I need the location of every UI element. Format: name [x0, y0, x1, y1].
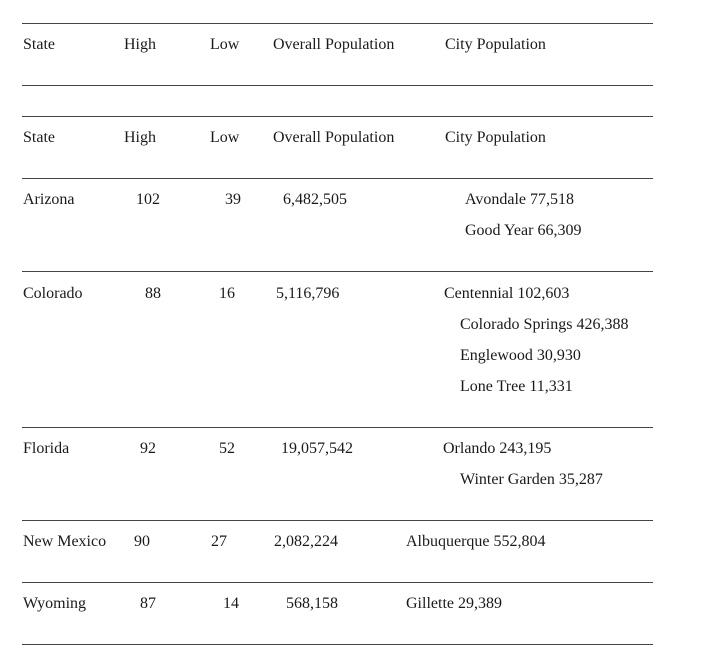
city-population-cell: Gillette 29,389	[406, 595, 502, 612]
header-overall-population: Overall Population	[273, 129, 395, 146]
state-cell: Arizona	[23, 191, 75, 208]
table-rule-top	[22, 23, 653, 24]
table-rule	[22, 116, 653, 117]
city-population-cell: Centennial 102,603	[444, 285, 570, 302]
header-city-population: City Population	[445, 36, 546, 53]
overall-population-cell: 2,082,224	[274, 533, 338, 550]
high-cell: 90	[134, 533, 150, 550]
high-cell: 92	[140, 440, 156, 457]
header-low: Low	[210, 36, 240, 53]
header-overall-population: Overall Population	[273, 36, 395, 53]
low-cell: 52	[219, 440, 235, 457]
overall-population-cell: 19,057,542	[281, 440, 353, 457]
high-cell: 88	[145, 285, 161, 302]
header-city-population: City Population	[445, 129, 546, 146]
overall-population-cell: 568,158	[286, 595, 338, 612]
high-cell: 87	[140, 595, 156, 612]
city-population-cell: Colorado Springs 426,388	[460, 316, 629, 333]
state-cell: New Mexico	[23, 533, 107, 550]
city-population-cell: Winter Garden 35,287	[460, 471, 603, 488]
city-population-cell: Orlando 243,195	[443, 440, 552, 457]
table-rule	[22, 85, 653, 86]
low-cell: 16	[219, 285, 235, 302]
table-rule	[22, 178, 653, 179]
table-rule	[22, 271, 653, 272]
overall-population-cell: 6,482,505	[283, 191, 347, 208]
header-low: Low	[210, 129, 240, 146]
state-cell: Wyoming	[23, 595, 87, 612]
state-cell: Florida	[23, 440, 70, 457]
city-population-cell: Lone Tree 11,331	[460, 378, 573, 395]
state-cell: Colorado	[23, 285, 83, 302]
table-rule	[22, 582, 653, 583]
table-rule-bottom	[22, 644, 653, 645]
city-population-cell: Englewood 30,930	[460, 347, 581, 364]
city-population-cell: Good Year 66,309	[465, 222, 582, 239]
city-population-cell: Avondale 77,518	[465, 191, 575, 208]
overall-population-cell: 5,116,796	[276, 285, 340, 302]
table-rule	[22, 520, 653, 521]
header-state: State	[23, 36, 55, 53]
table-rule	[22, 427, 653, 428]
header-high: High	[124, 129, 156, 146]
low-cell: 27	[211, 533, 227, 550]
header-high: High	[124, 36, 156, 53]
city-population-cell: Albuquerque 552,804	[406, 533, 546, 550]
high-cell: 102	[136, 191, 160, 208]
low-cell: 39	[225, 191, 241, 208]
header-state: State	[23, 129, 55, 146]
low-cell: 14	[223, 595, 239, 612]
